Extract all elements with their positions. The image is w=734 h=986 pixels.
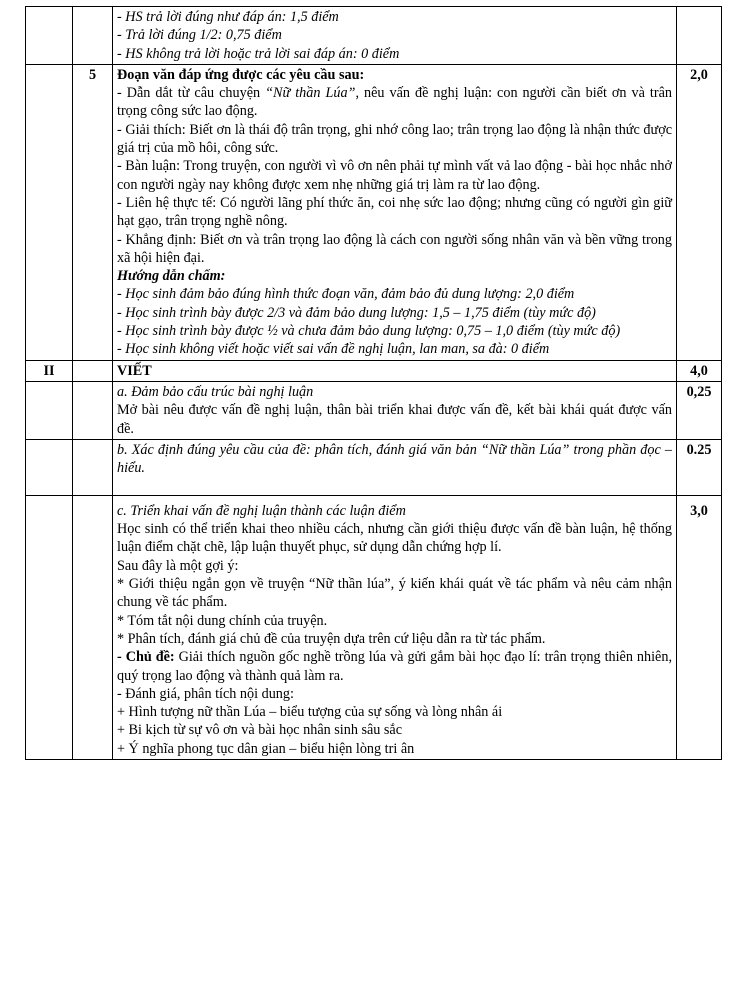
answer-title: Đoạn văn đáp ứng được các yêu cầu sau: [117,66,365,83]
section-cell [26,64,73,360]
criterion-heading: c. Triển khai vấn đề nghị luận thành các luận điểm [117,502,406,519]
grading-line: - HS không trả lời hoặc trả lời sai đáp án: 0 điểm [117,45,400,62]
content-cell [113,495,677,759]
table-row [26,64,722,360]
suggestion-point: + Bi kịch từ sự vô ơn và bài học nhân sinh sâu sắc [117,722,403,739]
criterion-text: Học sinh có thể triển khai theo nhiều cách, nhưng cần giới thiệu được vấn đề bàn luận, hệ thống luận điểm chặt chẽ, lập luận thuyết phục, sử dụng dẫn chứng hợp lí. [117,521,672,556]
grading-rubric-table [25,6,722,760]
suggestion-point: - Chủ đề: Giải thích nguồn gốc nghề trồng lúa và gửi gắm bài học đạo lí: trân trọng thiên nhiên, quý trọng lao động và thành quả làm ra. [117,649,672,684]
question-number-cell [73,439,113,495]
story-title: “Nữ thần Lúa” [265,85,356,102]
question-number: 5 [73,64,113,360]
grading-line: - HS trả lời đúng như đáp án: 1,5 điểm [117,9,339,25]
table-row [26,360,722,381]
grading-guide-title: Hướng dẫn chấm: [117,268,226,285]
grading-line: - Học sinh trình bày được ½ và chưa đảm bảo dung lượng: 0,75 – 1,0 điểm (tùy mức độ) [117,323,621,340]
table-row [26,495,722,759]
content-cell [113,439,677,495]
criterion-text: Mở bài nêu được vấn đề nghị luận, thân bài triển khai được vấn đề, kết bài khái quát được vấn đề. [117,402,672,437]
grading-line: - Học sinh đảm bảo đúng hình thức đoạn văn, đảm bảo đủ dung lượng: 2,0 điểm [117,286,575,303]
score-cell [677,7,722,65]
suggestion-point: - Đánh giá, phân tích nội dung: [117,685,294,702]
suggestion-point: * Tóm tắt nội dung chính của truyện. [117,612,328,629]
answer-point: - Liên hệ thực tế: Có người lãng phí thức ăn, coi nhẹ sức lao động; nhưng cũng có người gìn giữ hạt gạo, trân trọng nghề nông. [117,194,672,230]
section-cell [26,495,73,759]
theme-label: - Chủ đề: [117,649,175,666]
section-number: II [26,360,73,381]
section-cell [26,381,73,439]
content-cell [113,381,677,439]
score-value: 0,25 [677,381,722,439]
content-cell [113,64,677,360]
suggestion-point: + Hình tượng nữ thần Lúa – biểu tượng của sự sống và lòng nhân ái [117,704,503,721]
suggestion-point: + Ý nghĩa phong tục dân gian – biểu hiện lòng tri ân [117,740,415,757]
table-row [26,381,722,439]
section-cell [26,439,73,495]
answer-point: - Bàn luận: Trong truyện, con người vì vô ơn nên phải tự mình vất vả lao động - bài học nhắc nhở con người ngày nay không được xem nhẹ những giá trị làm ra từ lao động. [117,158,672,193]
question-number-cell [73,495,113,759]
score-value: 3,0 [677,495,722,759]
answer-point: - Dẫn dắt từ câu chuyện “Nữ thần Lúa”, nêu vấn đề nghị luận: con người cần biết ơn và trân trọng công sức lao động. [117,85,672,120]
criterion-heading: a. Đảm bảo cấu trúc bài nghị luận [117,383,314,400]
score-value: 4,0 [677,360,722,381]
score-value: 2,0 [677,64,722,360]
suggestion-point: * Phân tích, đánh giá chủ đề của truyện dựa trên cứ liệu dẫn ra từ tác phẩm. [117,630,546,647]
grading-line: - Trả lời đúng 1/2: 0,75 điểm [117,27,282,44]
answer-point: - Giải thích: Biết ơn là thái độ trân trọng, ghi nhớ công lao; trân trọng lao động là nhận thức được giá trị của mồ hôi, công sức. [117,121,672,157]
grading-line: - Học sinh không viết hoặc viết sai vấn đề nghị luận, lan man, sa đà: 0 điểm [117,341,550,358]
answer-point: - Khẳng định: Biết ơn và trân trọng lao động là cách con người sống nhân văn và bền vững trong xã hội hiện đại. [117,231,672,266]
question-number-cell [73,381,113,439]
suggestion-point: * Giới thiệu ngắn gọn về truyện “Nữ thần lúa”, ý kiến khái quát về tác phẩm và nêu cảm nhận chung về tác phẩm. [117,576,672,611]
criterion-text: Sau đây là một gợi ý: [117,557,239,574]
table-row [26,7,722,65]
section-cell [26,7,73,65]
table-row [26,439,722,495]
criterion-heading: b. Xác định đúng yêu cầu của đề: phân tích, đánh giá văn bản “Nữ thần Lúa” trong phần đọc – hiểu. [117,441,672,477]
content-cell [113,7,677,65]
score-value: 0.25 [677,439,722,495]
section-title: VIẾT [113,360,677,381]
question-number-cell [73,7,113,65]
grading-line: - Học sinh trình bày được 2/3 và đảm bảo dung lượng: 1,5 – 1,75 điểm (tùy mức độ) [117,304,596,321]
question-number-cell [73,360,113,381]
